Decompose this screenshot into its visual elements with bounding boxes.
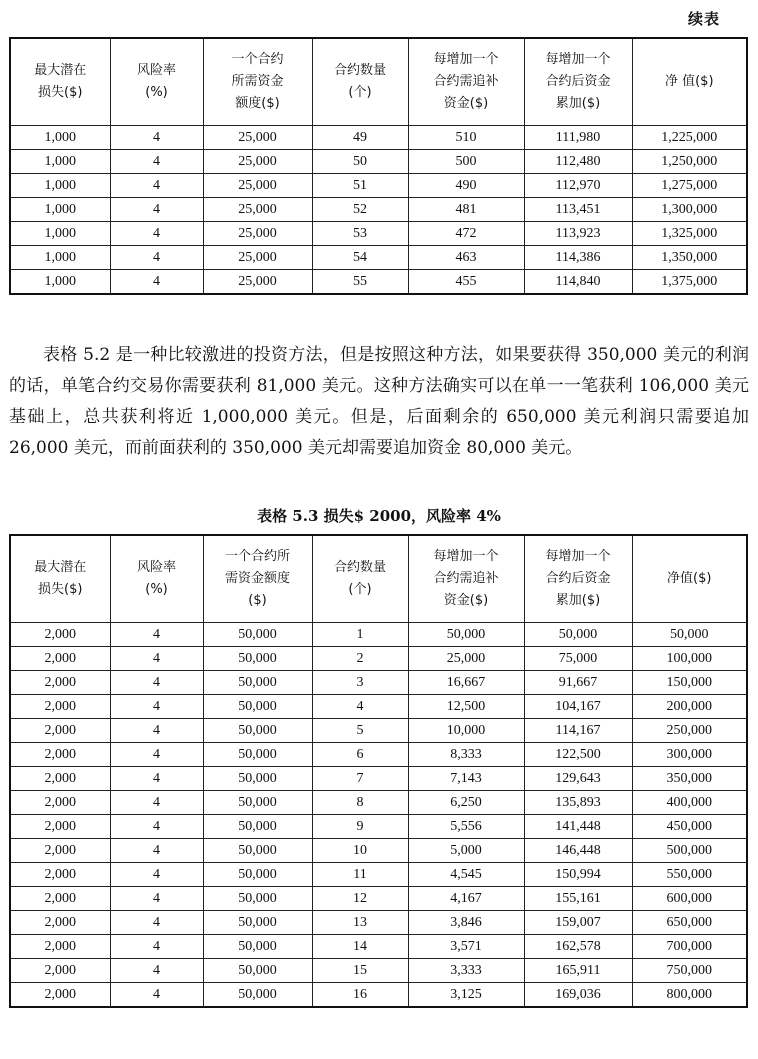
- body-paragraph: [9, 340, 749, 464]
- table-cell: 4: [110, 695, 203, 719]
- table-cell: 25,000: [203, 222, 312, 246]
- table-cell: 50,000: [203, 887, 312, 911]
- table-cell: 1,000: [10, 222, 110, 246]
- table-cell: 25,000: [203, 246, 312, 270]
- table-row: [10, 791, 747, 815]
- table-cell: 25,000: [408, 647, 524, 671]
- table-header-row: [10, 535, 747, 623]
- table-cell: 4: [110, 174, 203, 198]
- table-cell: 4: [110, 647, 203, 671]
- table-row: [10, 719, 747, 743]
- column-header: 最大潜在 损失($): [10, 535, 110, 623]
- table-cell: 4: [110, 150, 203, 174]
- column-header: 一个合约 所需资金 额度($): [203, 38, 312, 126]
- table-cell: 50,000: [524, 623, 632, 647]
- table-cell: 5: [312, 719, 408, 743]
- table-cell: 2,000: [10, 911, 110, 935]
- table-cell: 2,000: [10, 959, 110, 983]
- table-row: [10, 126, 747, 150]
- column-header: 每增加一个 合约需追补 资金($): [408, 38, 524, 126]
- table-cell: 4: [110, 126, 203, 150]
- table-cell: 650,000: [632, 911, 747, 935]
- column-header: 最大潜在 损失($): [10, 38, 110, 126]
- table-row: [10, 839, 747, 863]
- column-header: 净 值($): [632, 38, 747, 126]
- table-cell: 25,000: [203, 150, 312, 174]
- table-cell: 112,480: [524, 150, 632, 174]
- table-cell: 450,000: [632, 815, 747, 839]
- table-cell: 15: [312, 959, 408, 983]
- table-cell: 16,667: [408, 671, 524, 695]
- table-cell: 4: [110, 935, 203, 959]
- table-row: [10, 198, 747, 222]
- column-header: 每增加一个 合约需追补 资金($): [408, 535, 524, 623]
- table-cell: 4: [110, 839, 203, 863]
- table-cell: 49: [312, 126, 408, 150]
- table-cell: 463: [408, 246, 524, 270]
- table-cell: 51: [312, 174, 408, 198]
- table-cell: 111,980: [524, 126, 632, 150]
- continued-label: 续表: [687, 10, 720, 28]
- table-cell: 2: [312, 647, 408, 671]
- table-cell: 2,000: [10, 671, 110, 695]
- table-cell: 10: [312, 839, 408, 863]
- table-cell: 5,556: [408, 815, 524, 839]
- table-cell: 1,000: [10, 150, 110, 174]
- table-cell: 50,000: [203, 983, 312, 1008]
- column-header: 合约数量 (个): [312, 535, 408, 623]
- table-cell: 4: [110, 246, 203, 270]
- table-cell: 50,000: [203, 671, 312, 695]
- paragraph-text: 表格 5.2 是一种比较激进的投资方法，但是按照这种方法，如果要获得 350,000 美元的利润的话，单笔合约交易你需要获利 81,000 美元。这种方法确实可以在单一一笔获利 106,000 美元基础上，总共获利将近 1,000,000 美元。但是，后面剩余的 650,000 美元利润只需要追加 26,000 美元，而前面获利的 350,000 美元却需要追加资金 80,000 美元。: [9, 345, 749, 458]
- table-cell: 50,000: [203, 935, 312, 959]
- table-cell: 1,000: [10, 270, 110, 295]
- table-cell: 155,161: [524, 887, 632, 911]
- table-cell: 481: [408, 198, 524, 222]
- table-cell: 4: [110, 198, 203, 222]
- table-row: [10, 743, 747, 767]
- table-cell: 50,000: [203, 767, 312, 791]
- table-cell: 3,125: [408, 983, 524, 1008]
- table-cell: 91,667: [524, 671, 632, 695]
- table-cell: 1,375,000: [632, 270, 747, 295]
- table-cell: 114,167: [524, 719, 632, 743]
- table-cell: 510: [408, 126, 524, 150]
- table-cell: 54: [312, 246, 408, 270]
- table-row: [10, 174, 747, 198]
- table-cell: 141,448: [524, 815, 632, 839]
- table-cell: 2,000: [10, 623, 110, 647]
- table-cell: 2,000: [10, 767, 110, 791]
- table-cell: 4: [110, 719, 203, 743]
- table-cell: 3,571: [408, 935, 524, 959]
- table-cell: 25,000: [203, 198, 312, 222]
- table-cell: 10,000: [408, 719, 524, 743]
- column-header: 净值($): [632, 535, 747, 623]
- table-cell: 165,911: [524, 959, 632, 983]
- table-cell: 200,000: [632, 695, 747, 719]
- table-cell: 50,000: [632, 623, 747, 647]
- table-cell: 455: [408, 270, 524, 295]
- table-cell: 50,000: [203, 815, 312, 839]
- table-cell: 2,000: [10, 791, 110, 815]
- table-cell: 53: [312, 222, 408, 246]
- table-row: [10, 935, 747, 959]
- table-cell: 7,143: [408, 767, 524, 791]
- table-cell: 300,000: [632, 743, 747, 767]
- column-header: 一个合约所 需资金额度 ($): [203, 535, 312, 623]
- table-cell: 4: [110, 623, 203, 647]
- table-cell: 4: [110, 959, 203, 983]
- table-row: [10, 887, 747, 911]
- table-cell: 50,000: [408, 623, 524, 647]
- table-cell: 50,000: [203, 623, 312, 647]
- table-cell: 13: [312, 911, 408, 935]
- table-cell: 150,994: [524, 863, 632, 887]
- table-cell: 159,007: [524, 911, 632, 935]
- table-cell: 12: [312, 887, 408, 911]
- table-cell: 1,350,000: [632, 246, 747, 270]
- table-cell: 114,386: [524, 246, 632, 270]
- table-cell: 700,000: [632, 935, 747, 959]
- table-cell: 1,275,000: [632, 174, 747, 198]
- table-cell: 4: [312, 695, 408, 719]
- table-cell: 2,000: [10, 743, 110, 767]
- table-cell: 12,500: [408, 695, 524, 719]
- table-cell: 400,000: [632, 791, 747, 815]
- table-cell: 2,000: [10, 719, 110, 743]
- table-cell: 50,000: [203, 911, 312, 935]
- table-cell: 500: [408, 150, 524, 174]
- table-cell: 1,000: [10, 246, 110, 270]
- table-cell: 169,036: [524, 983, 632, 1008]
- table-cell: 4,167: [408, 887, 524, 911]
- table-cell: 1,250,000: [632, 150, 747, 174]
- table-cell: 11: [312, 863, 408, 887]
- table-cell: 4: [110, 983, 203, 1008]
- table-row: [10, 983, 747, 1008]
- table-cell: 490: [408, 174, 524, 198]
- table-cell: 250,000: [632, 719, 747, 743]
- table-cell: 16: [312, 983, 408, 1008]
- table-cell: 4: [110, 743, 203, 767]
- table-cell: 25,000: [203, 174, 312, 198]
- table-cell: 150,000: [632, 671, 747, 695]
- table-row: [10, 222, 747, 246]
- table-row: [10, 150, 747, 174]
- table-caption: 表格 5.3 损失$ 2000，风险率 4%: [257, 507, 501, 525]
- table-cell: 800,000: [632, 983, 747, 1008]
- table-row: [10, 270, 747, 295]
- table-cell: 8: [312, 791, 408, 815]
- table-cell: 75,000: [524, 647, 632, 671]
- table-cell: 6: [312, 743, 408, 767]
- table-cell: 112,970: [524, 174, 632, 198]
- table-cell: 146,448: [524, 839, 632, 863]
- table-cell: 104,167: [524, 695, 632, 719]
- table-cell: 5,000: [408, 839, 524, 863]
- table-cell: 113,451: [524, 198, 632, 222]
- table-cell: 7: [312, 767, 408, 791]
- table-cell: 2,000: [10, 815, 110, 839]
- table-cell: 50: [312, 150, 408, 174]
- column-header: 每增加一个 合约后资金 累加($): [524, 535, 632, 623]
- table-cell: 4: [110, 887, 203, 911]
- column-header: 合约数量 (个): [312, 38, 408, 126]
- table-cell: 2,000: [10, 863, 110, 887]
- table-row: [10, 767, 747, 791]
- table-cell: 50,000: [203, 743, 312, 767]
- table-cell: 4: [110, 270, 203, 295]
- table-cell: 122,500: [524, 743, 632, 767]
- table-cell: 162,578: [524, 935, 632, 959]
- table-cell: 2,000: [10, 839, 110, 863]
- table-cell: 1,000: [10, 174, 110, 198]
- table-cell: 2,000: [10, 935, 110, 959]
- table-cell: 114,840: [524, 270, 632, 295]
- table-cell: 1: [312, 623, 408, 647]
- table-cell: 135,893: [524, 791, 632, 815]
- table-cell: 4: [110, 671, 203, 695]
- table-cell: 1,000: [10, 126, 110, 150]
- table-cell: 1,325,000: [632, 222, 747, 246]
- table-cell: 472: [408, 222, 524, 246]
- table-row: [10, 647, 747, 671]
- table-cell: 4: [110, 911, 203, 935]
- table-row: [10, 815, 747, 839]
- table-cell: 2,000: [10, 647, 110, 671]
- column-header: 风险率 (%): [110, 535, 203, 623]
- table-cell: 750,000: [632, 959, 747, 983]
- table-cell: 2,000: [10, 887, 110, 911]
- table-cell: 9: [312, 815, 408, 839]
- table-cell: 1,000: [10, 198, 110, 222]
- table-cell: 4,545: [408, 863, 524, 887]
- table-cell: 100,000: [632, 647, 747, 671]
- table-row: [10, 959, 747, 983]
- table-cell: 6,250: [408, 791, 524, 815]
- column-header: 风险率 (%): [110, 38, 203, 126]
- table-cell: 50,000: [203, 719, 312, 743]
- column-header: 每增加一个 合约后资金 累加($): [524, 38, 632, 126]
- table-cell: 550,000: [632, 863, 747, 887]
- table-cell: 4: [110, 815, 203, 839]
- table-cell: 350,000: [632, 767, 747, 791]
- table-cell: 2,000: [10, 695, 110, 719]
- table-cell: 1,300,000: [632, 198, 747, 222]
- table-row: [10, 623, 747, 647]
- table-cell: 25,000: [203, 126, 312, 150]
- table-cell: 1,225,000: [632, 126, 747, 150]
- table-cell: 25,000: [203, 270, 312, 295]
- table-row: [10, 695, 747, 719]
- table-continued: [9, 37, 748, 295]
- table-cell: 3,846: [408, 911, 524, 935]
- table-cell: 50,000: [203, 791, 312, 815]
- table-cell: 50,000: [203, 839, 312, 863]
- table-cell: 52: [312, 198, 408, 222]
- table-cell: 50,000: [203, 695, 312, 719]
- table-5-3: [9, 534, 748, 1008]
- table-cell: 4: [110, 767, 203, 791]
- table-cell: 50,000: [203, 959, 312, 983]
- table-cell: 50,000: [203, 863, 312, 887]
- table-cell: 113,923: [524, 222, 632, 246]
- table-cell: 600,000: [632, 887, 747, 911]
- table-cell: 4: [110, 863, 203, 887]
- table-cell: 50,000: [203, 647, 312, 671]
- table-cell: 2,000: [10, 983, 110, 1008]
- table-cell: 4: [110, 791, 203, 815]
- table-row: [10, 911, 747, 935]
- table-cell: 4: [110, 222, 203, 246]
- table-cell: 500,000: [632, 839, 747, 863]
- table-cell: 8,333: [408, 743, 524, 767]
- table-cell: 3,333: [408, 959, 524, 983]
- table-cell: 55: [312, 270, 408, 295]
- table-row: [10, 863, 747, 887]
- table-cell: 129,643: [524, 767, 632, 791]
- table-header-row: [10, 38, 747, 126]
- table-row: [10, 246, 747, 270]
- table-row: [10, 671, 747, 695]
- table-cell: 14: [312, 935, 408, 959]
- table-cell: 3: [312, 671, 408, 695]
